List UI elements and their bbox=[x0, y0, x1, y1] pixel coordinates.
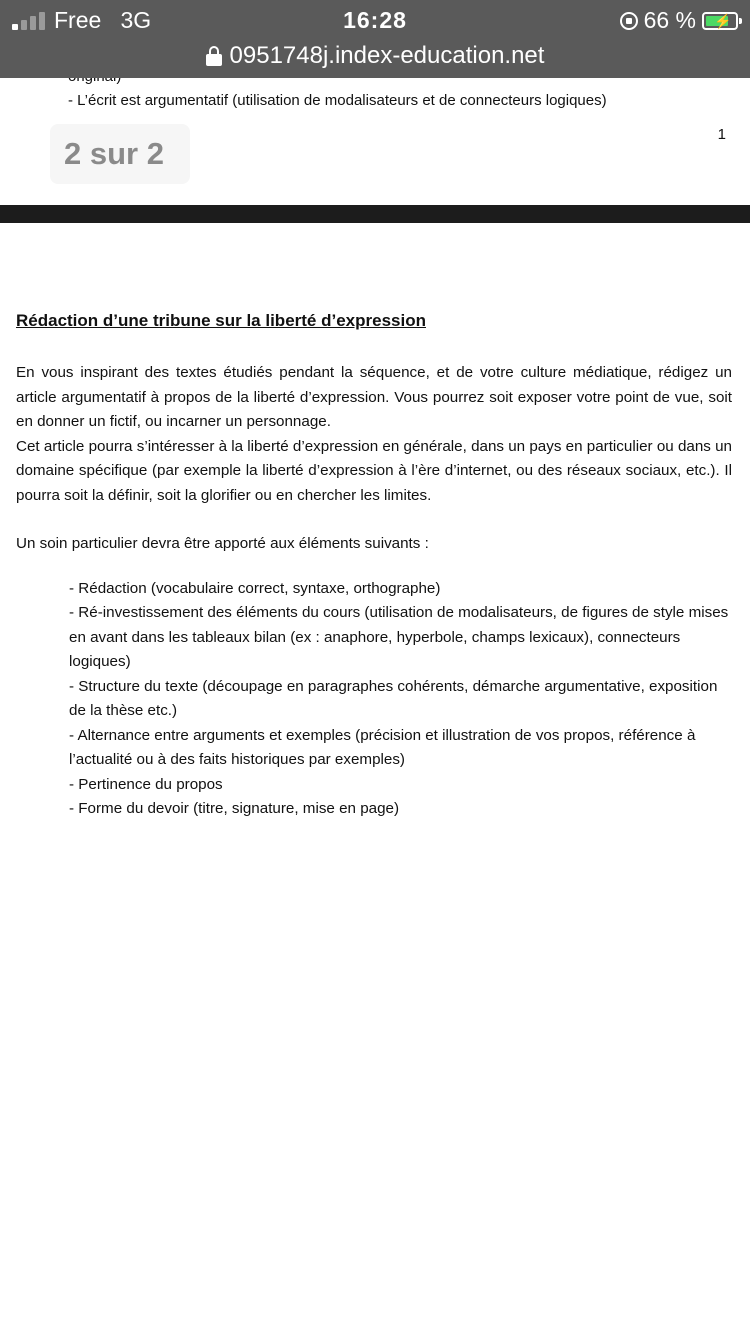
list-item: - Ré-investissement des éléments du cours (utilisation de modalisateurs, de figures de style mises en avant dans les tableaux bilan (ex : anaphore, hyperbole, champs lexicaux), connecteurs logiques) bbox=[69, 604, 729, 670]
carrier-name: Free bbox=[54, 7, 102, 33]
url-text[interactable]: 0951748j.index-education.net bbox=[229, 42, 545, 69]
status-right bbox=[620, 7, 738, 34]
list-item: - Alternance entre arguments et exemples (précision et illustration de vos propos, référence à l’actualité ou à des faits historiques par exemples) bbox=[69, 726, 696, 768]
clock: 16:28 bbox=[343, 7, 407, 33]
list-item: - Rédaction (vocabulaire correct, syntaxe, orthographe) bbox=[69, 579, 441, 597]
paragraph-1: En vous inspirant des textes étudiés pendant la séquence, et de votre culture médiatique, rédigez un article argumentatif à propos de la liberté d’expression. Vous pourrez soit exposer votre point de vue, soit en donner un fictif, ou incarner un personnage. bbox=[16, 364, 732, 430]
page-indicator: 2 sur 2 bbox=[50, 124, 190, 184]
list-item: - Forme du devoir (titre, signature, mise en page) bbox=[69, 800, 400, 817]
document-page bbox=[16, 309, 732, 822]
previous-page-last-line: - L’écrit est argumentatif (utilisation de modalisateurs et de connecteurs logiques) bbox=[68, 92, 607, 109]
criteria-list bbox=[16, 577, 732, 822]
paragraph-3: Un soin particulier devra être apporté aux éléments suivants : bbox=[16, 535, 429, 552]
page-divider bbox=[0, 205, 750, 223]
battery-percent: 66 % bbox=[643, 7, 696, 33]
previous-page-fragment bbox=[0, 78, 750, 205]
browser-chrome bbox=[0, 0, 750, 78]
lock-icon bbox=[206, 46, 222, 66]
status-bar bbox=[0, 0, 750, 40]
address-bar[interactable] bbox=[0, 38, 750, 74]
network-type: 3G bbox=[120, 7, 152, 33]
list-item: - Pertinence du propos bbox=[69, 775, 223, 793]
document-title: Rédaction d’une tribune sur la liberté d’expression bbox=[16, 311, 426, 330]
battery-icon: ⚡ bbox=[702, 12, 738, 30]
orientation-lock-icon bbox=[620, 12, 638, 30]
list-item: - Structure du texte (découpage en paragraphes cohérents, démarche argumentative, exposition de la thèse etc.) bbox=[69, 677, 718, 719]
page-number: 1 bbox=[717, 126, 726, 143]
paragraph-2: Cet article pourra s’intéresser à la liberté d’expression en générale, dans un pays en particulier ou dans un domaine spécifique (par exemple la liberté d’expression à l’ère d’internet, ou des réseaux sociaux, etc.). Il pourra soit la définir, soit la glorifier ou en chercher les limites. bbox=[16, 437, 732, 504]
